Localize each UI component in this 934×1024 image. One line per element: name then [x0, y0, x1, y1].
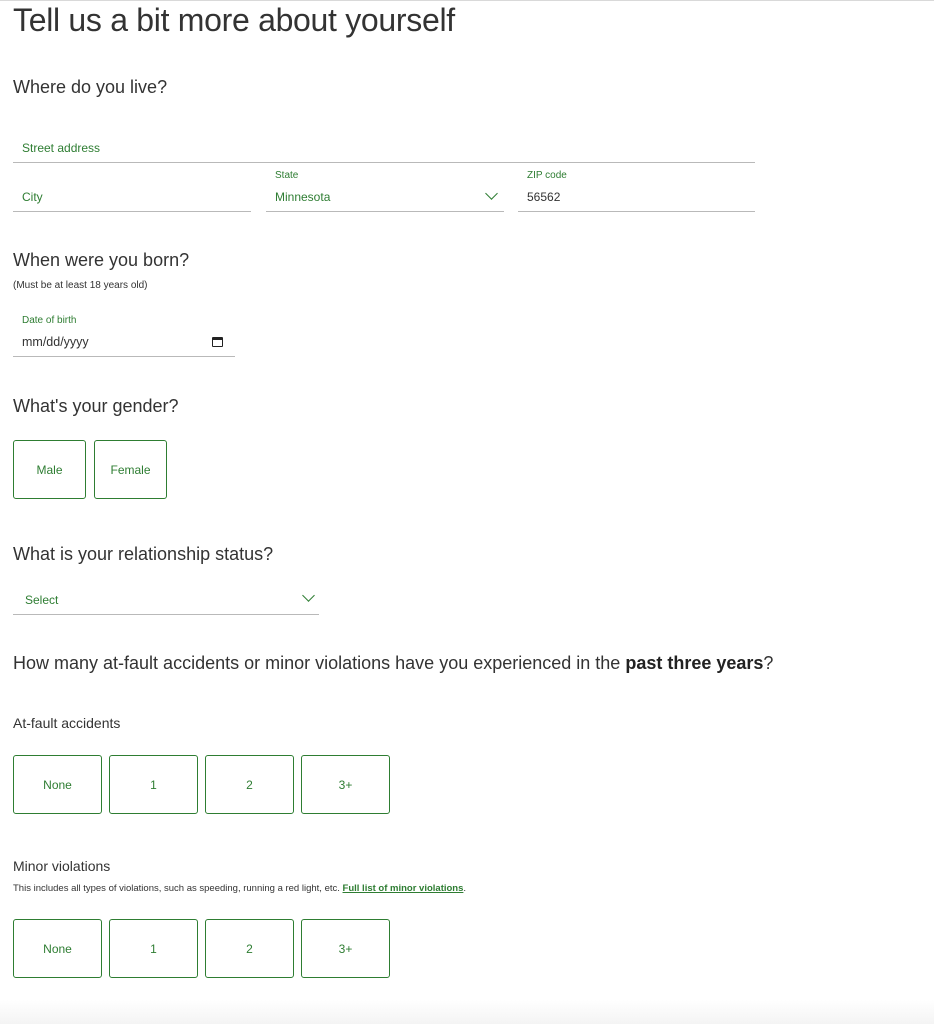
zip-code-value: 56562 — [527, 190, 561, 204]
accidents-3-plus-button[interactable]: 3+ — [301, 755, 390, 814]
street-address-input[interactable] — [13, 132, 755, 163]
relationship-status-value: Select — [25, 593, 59, 607]
violations-3-plus-button[interactable]: 3+ — [301, 919, 390, 978]
date-of-birth-input[interactable] — [13, 311, 235, 357]
accidents-none-button[interactable]: None — [13, 755, 102, 814]
driving-history-question-text: How many at-fault accidents or minor violations have you experienced in the — [13, 653, 626, 673]
gender-female-button[interactable]: Female — [94, 440, 167, 499]
gender-male-button[interactable]: Male — [13, 440, 86, 499]
question-mark: ? — [763, 653, 774, 673]
chevron-down-icon — [302, 589, 315, 602]
page-bottom-fade — [0, 1000, 934, 1024]
description-period: . — [463, 883, 467, 894]
city-input[interactable] — [13, 180, 251, 212]
past-three-years-emphasis: past three years — [625, 653, 764, 673]
page-title: Tell us a bit more about yourself — [13, 2, 455, 38]
zip-code-label: ZIP code — [527, 170, 567, 181]
minor-violations-description-text: This includes all types of violations, such as speeding, running a red light, etc. — [13, 883, 343, 894]
birth-question: When were you born? — [13, 250, 190, 270]
state-value: Minnesota — [275, 190, 331, 204]
violations-none-button[interactable]: None — [13, 919, 102, 978]
zip-code-input[interactable] — [518, 166, 755, 212]
calendar-icon[interactable] — [212, 337, 223, 347]
violations-2-button[interactable]: 2 — [205, 919, 294, 978]
city-placeholder: City — [22, 190, 43, 204]
state-select[interactable] — [266, 166, 504, 212]
age-requirement-note: (Must be at least 18 years old) — [13, 280, 148, 291]
relationship-status-select[interactable] — [13, 585, 319, 615]
full-list-minor-violations-link[interactable]: Full list of minor violations — [342, 883, 464, 894]
minor-violations-description — [13, 883, 466, 895]
accidents-1-button[interactable]: 1 — [109, 755, 198, 814]
gender-question: What's your gender? — [13, 396, 179, 416]
driving-history-question — [13, 652, 773, 674]
accidents-2-button[interactable]: 2 — [205, 755, 294, 814]
date-of-birth-placeholder: mm/dd/yyyy — [22, 335, 89, 349]
street-address-placeholder: Street address — [22, 141, 101, 155]
chevron-down-icon — [485, 187, 498, 200]
minor-violations-heading: Minor violations — [13, 858, 111, 874]
state-label: State — [275, 170, 299, 181]
at-fault-accidents-heading: At-fault accidents — [13, 715, 121, 731]
date-of-birth-label: Date of birth — [22, 315, 77, 326]
address-question: Where do you live? — [13, 77, 168, 97]
violations-1-button[interactable]: 1 — [109, 919, 198, 978]
relationship-question: What is your relationship status? — [13, 544, 274, 564]
